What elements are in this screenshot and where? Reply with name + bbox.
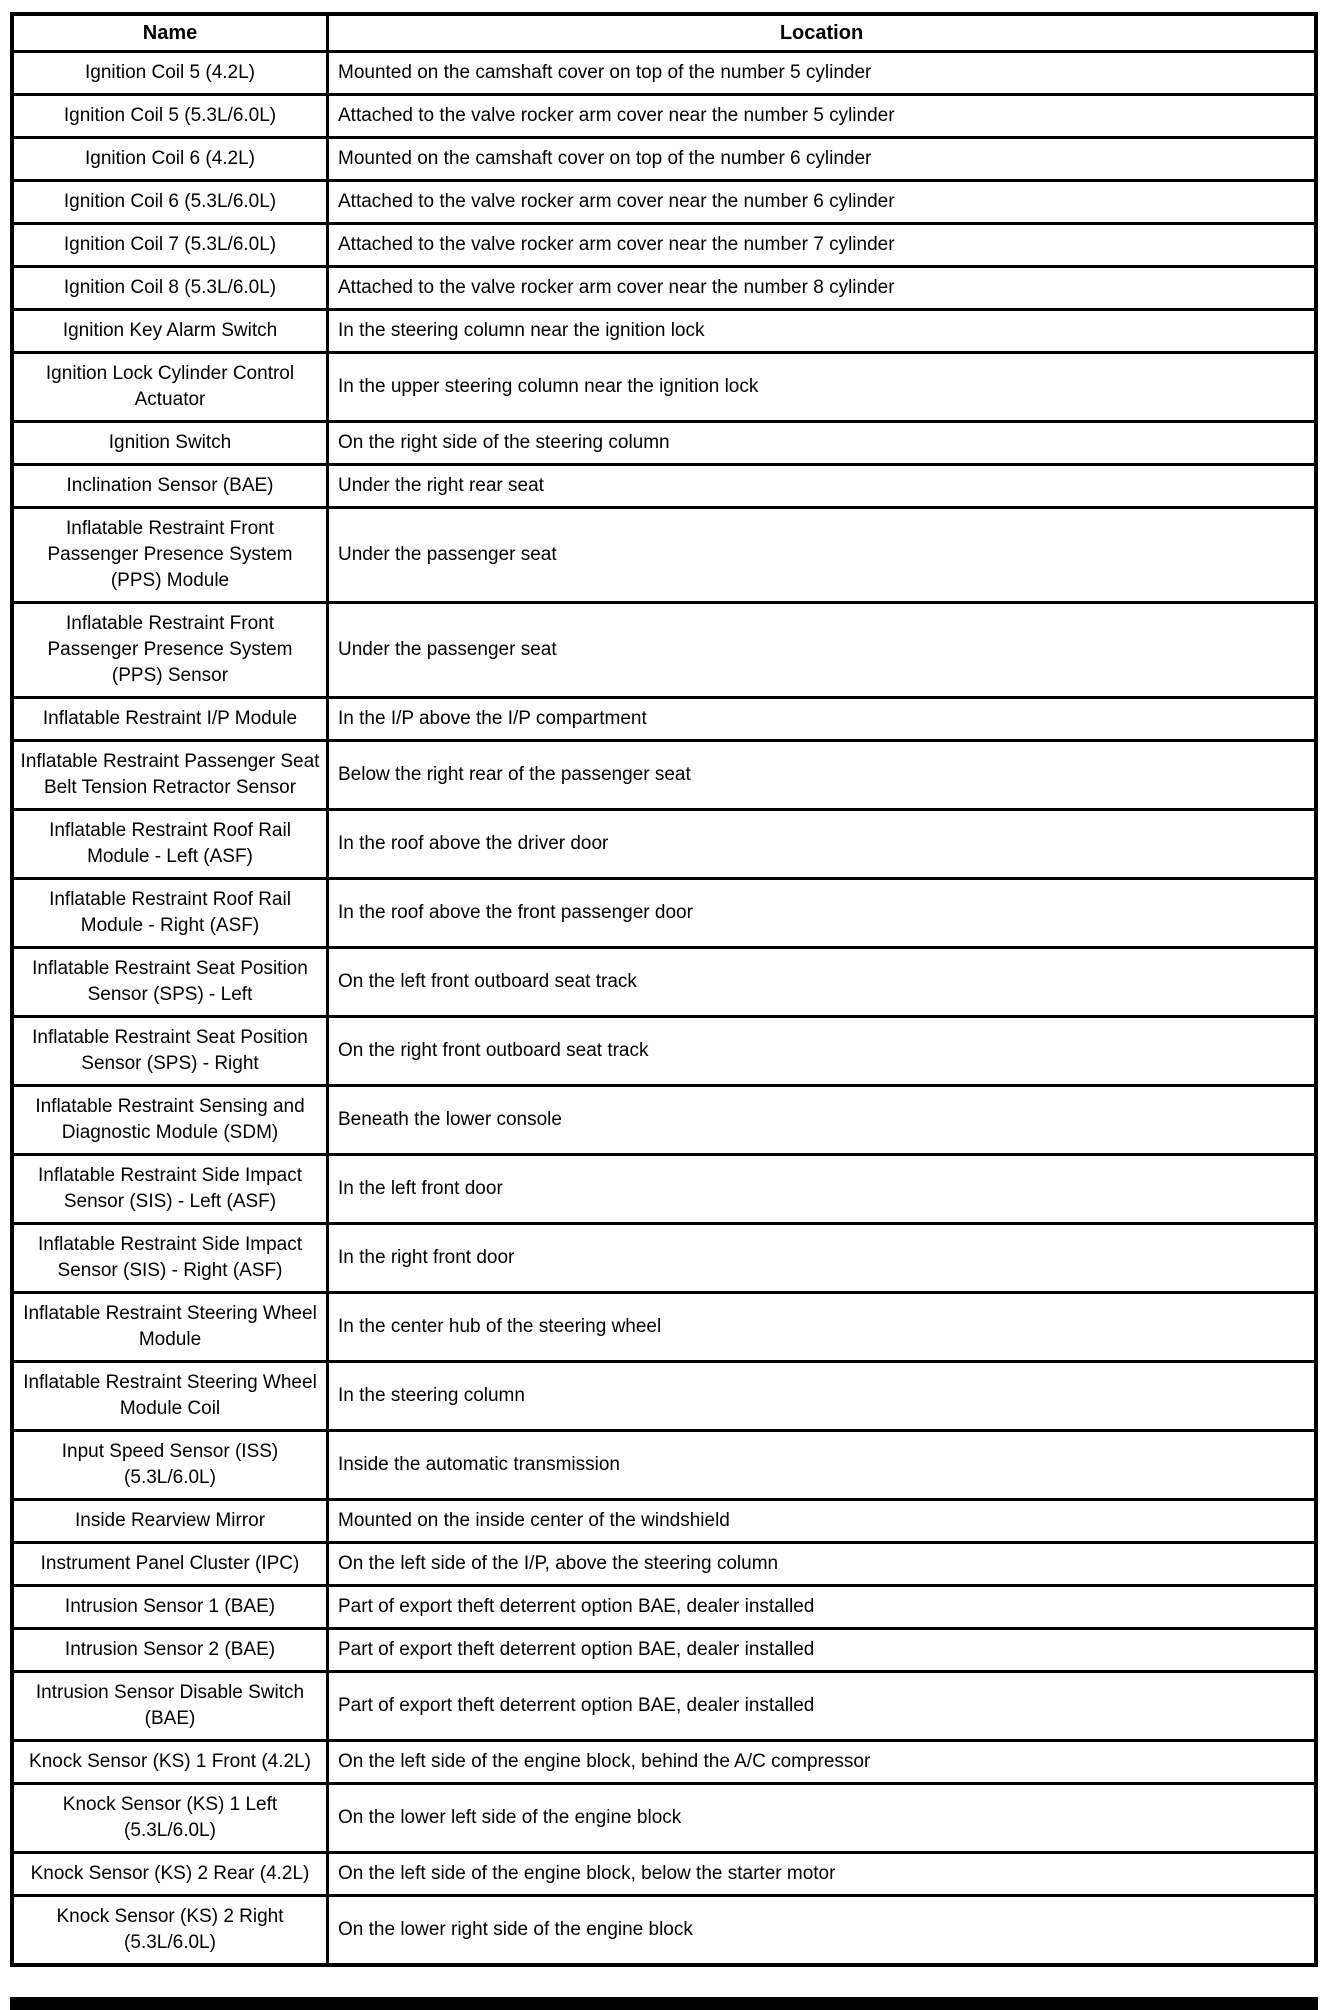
component-name-cell: Ignition Coil 5 (5.3L/6.0L) (12, 95, 328, 138)
component-name-cell: Inflatable Restraint Roof Rail Module - Left (ASF) (12, 810, 328, 879)
table-row (12, 353, 1316, 422)
table-row (12, 1017, 1316, 1086)
component-name-cell: Inclination Sensor (BAE) (12, 465, 328, 508)
component-location-cell: Attached to the valve rocker arm cover near the number 5 cylinder (328, 95, 1317, 138)
table-row (12, 1500, 1316, 1543)
table-row (12, 1853, 1316, 1896)
table-row (12, 465, 1316, 508)
component-name-cell: Inside Rearview Mirror (12, 1500, 328, 1543)
page-bottom-crop-edge (10, 1997, 1318, 2010)
table-row (12, 603, 1316, 698)
component-name-cell: Inflatable Restraint Sensing and Diagnostic Module (SDM) (12, 1086, 328, 1155)
component-name-cell: Ignition Lock Cylinder Control Actuator (12, 353, 328, 422)
component-location-cell: Beneath the lower console (328, 1086, 1317, 1155)
table-row (12, 181, 1316, 224)
component-name-cell: Ignition Key Alarm Switch (12, 310, 328, 353)
table-row (12, 1784, 1316, 1853)
table-row (12, 948, 1316, 1017)
component-location-cell: In the right front door (328, 1224, 1317, 1293)
component-location-cell: Under the right rear seat (328, 465, 1317, 508)
component-name-cell: Ignition Switch (12, 422, 328, 465)
component-name-cell: Inflatable Restraint Seat Position Sensor (SPS) - Left (12, 948, 328, 1017)
component-name-cell: Ignition Coil 6 (4.2L) (12, 138, 328, 181)
table-row (12, 1431, 1316, 1500)
table-row (12, 224, 1316, 267)
component-name-cell: Ignition Coil 5 (4.2L) (12, 52, 328, 95)
component-location-cell: In the I/P above the I/P compartment (328, 698, 1317, 741)
table-row (12, 1543, 1316, 1586)
component-location-cell: Below the right rear of the passenger seat (328, 741, 1317, 810)
component-location-cell: Mounted on the inside center of the windshield (328, 1500, 1317, 1543)
component-location-cell: On the right front outboard seat track (328, 1017, 1317, 1086)
component-location-cell: On the lower left side of the engine block (328, 1784, 1317, 1853)
component-location-cell: Part of export theft deterrent option BAE, dealer installed (328, 1629, 1317, 1672)
component-name-cell: Inflatable Restraint Passenger Seat Belt Tension Retractor Sensor (12, 741, 328, 810)
header-row (12, 14, 1316, 52)
component-location-cell: Under the passenger seat (328, 603, 1317, 698)
component-location-cell: Inside the automatic transmission (328, 1431, 1317, 1500)
table-row (12, 422, 1316, 465)
table-row (12, 1586, 1316, 1629)
table-row (12, 741, 1316, 810)
component-location-cell: In the roof above the driver door (328, 810, 1317, 879)
component-location-cell: In the left front door (328, 1155, 1317, 1224)
component-name-cell: Intrusion Sensor 2 (BAE) (12, 1629, 328, 1672)
table-row (12, 1224, 1316, 1293)
table-row (12, 1293, 1316, 1362)
component-name-cell: Ignition Coil 6 (5.3L/6.0L) (12, 181, 328, 224)
table-row (12, 1155, 1316, 1224)
table-row (12, 879, 1316, 948)
component-location-cell: On the right side of the steering column (328, 422, 1317, 465)
location-column-header: Location (328, 14, 1317, 52)
component-name-cell: Inflatable Restraint I/P Module (12, 698, 328, 741)
table-row (12, 95, 1316, 138)
component-location-cell: Attached to the valve rocker arm cover near the number 8 cylinder (328, 267, 1317, 310)
component-location-cell: In the roof above the front passenger door (328, 879, 1317, 948)
component-name-cell: Inflatable Restraint Front Passenger Presence System (PPS) Sensor (12, 603, 328, 698)
component-name-cell: Inflatable Restraint Seat Position Sensor (SPS) - Right (12, 1017, 328, 1086)
table-row (12, 810, 1316, 879)
component-location-cell: On the left side of the engine block, below the starter motor (328, 1853, 1317, 1896)
table-row (12, 310, 1316, 353)
table-row (12, 1086, 1316, 1155)
table-row (12, 698, 1316, 741)
table-row (12, 52, 1316, 95)
table-row (12, 1672, 1316, 1741)
component-location-cell: In the upper steering column near the ignition lock (328, 353, 1317, 422)
component-location-cell: On the lower right side of the engine block (328, 1896, 1317, 1966)
component-name-cell: Knock Sensor (KS) 1 Front (4.2L) (12, 1741, 328, 1784)
component-location-cell: On the left front outboard seat track (328, 948, 1317, 1017)
component-location-cell: On the left side of the engine block, behind the A/C compressor (328, 1741, 1317, 1784)
component-name-cell: Inflatable Restraint Steering Wheel Module (12, 1293, 328, 1362)
table-row (12, 267, 1316, 310)
component-name-cell: Intrusion Sensor Disable Switch (BAE) (12, 1672, 328, 1741)
component-location-cell: Mounted on the camshaft cover on top of the number 5 cylinder (328, 52, 1317, 95)
table-row (12, 1741, 1316, 1784)
component-name-cell: Inflatable Restraint Side Impact Sensor (SIS) - Left (ASF) (12, 1155, 328, 1224)
component-name-cell: Inflatable Restraint Front Passenger Presence System (PPS) Module (12, 508, 328, 603)
table-body (12, 52, 1316, 1966)
component-location-cell: In the steering column (328, 1362, 1317, 1431)
name-column-header: Name (12, 14, 328, 52)
component-location-cell: Attached to the valve rocker arm cover near the number 7 cylinder (328, 224, 1317, 267)
component-name-cell: Knock Sensor (KS) 1 Left (5.3L/6.0L) (12, 1784, 328, 1853)
component-location-cell: Part of export theft deterrent option BAE, dealer installed (328, 1586, 1317, 1629)
component-name-cell: Ignition Coil 7 (5.3L/6.0L) (12, 224, 328, 267)
component-name-cell: Inflatable Restraint Roof Rail Module - Right (ASF) (12, 879, 328, 948)
table-row (12, 138, 1316, 181)
component-location-cell: Under the passenger seat (328, 508, 1317, 603)
component-name-cell: Instrument Panel Cluster (IPC) (12, 1543, 328, 1586)
component-location-cell: In the steering column near the ignition lock (328, 310, 1317, 353)
component-location-cell: In the center hub of the steering wheel (328, 1293, 1317, 1362)
component-location-table (10, 12, 1318, 1967)
table-row (12, 1896, 1316, 1966)
component-name-cell: Ignition Coil 8 (5.3L/6.0L) (12, 267, 328, 310)
component-name-cell: Inflatable Restraint Steering Wheel Module Coil (12, 1362, 328, 1431)
table-header (12, 14, 1316, 52)
component-location-cell: Part of export theft deterrent option BAE, dealer installed (328, 1672, 1317, 1741)
table-row (12, 508, 1316, 603)
component-name-cell: Intrusion Sensor 1 (BAE) (12, 1586, 328, 1629)
component-name-cell: Input Speed Sensor (ISS) (5.3L/6.0L) (12, 1431, 328, 1500)
component-location-cell: On the left side of the I/P, above the steering column (328, 1543, 1317, 1586)
table-row (12, 1362, 1316, 1431)
table-row (12, 1629, 1316, 1672)
component-name-cell: Knock Sensor (KS) 2 Right (5.3L/6.0L) (12, 1896, 328, 1966)
component-location-cell: Mounted on the camshaft cover on top of the number 6 cylinder (328, 138, 1317, 181)
component-location-cell: Attached to the valve rocker arm cover near the number 6 cylinder (328, 181, 1317, 224)
component-name-cell: Knock Sensor (KS) 2 Rear (4.2L) (12, 1853, 328, 1896)
component-name-cell: Inflatable Restraint Side Impact Sensor (SIS) - Right (ASF) (12, 1224, 328, 1293)
